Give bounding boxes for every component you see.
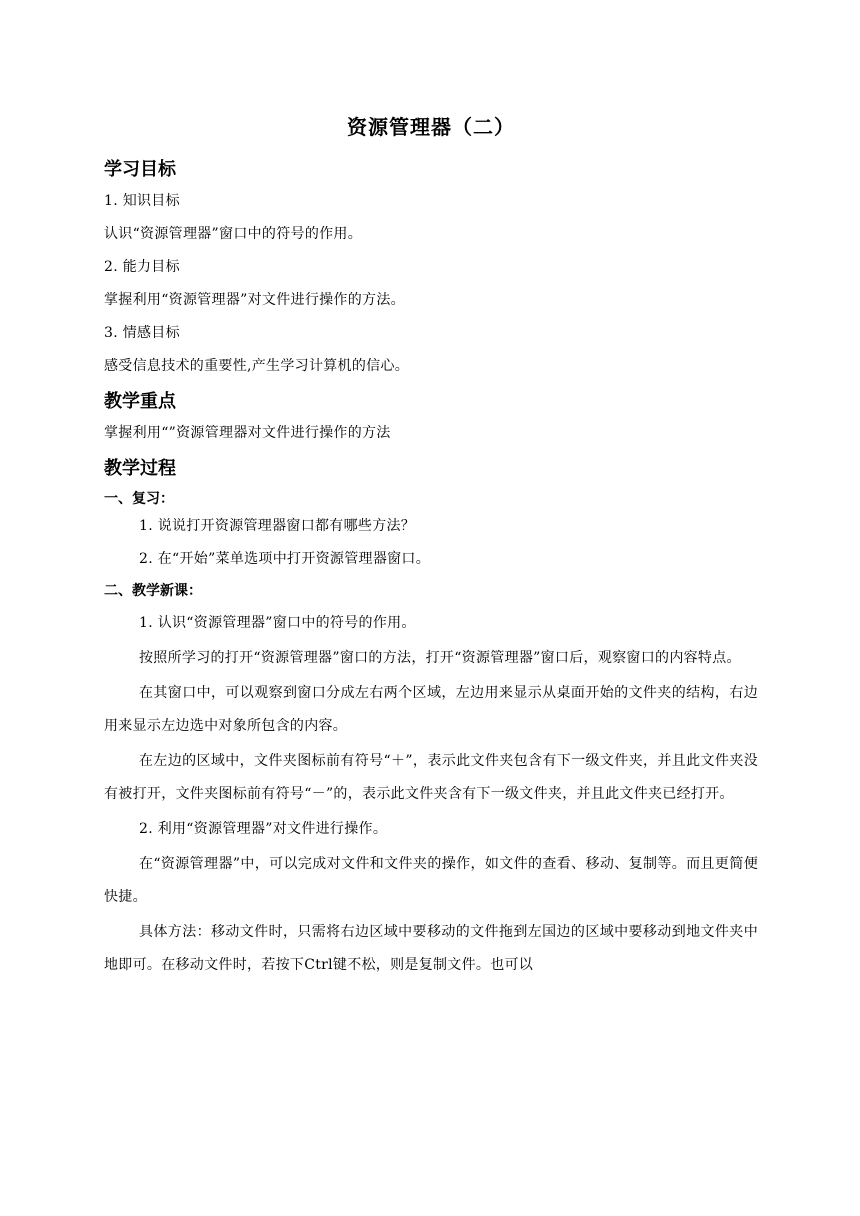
key-points-text: 掌握利用“”资源管理器对文件进行操作的方法 xyxy=(104,425,391,441)
heading-process: 教学过程 xyxy=(104,458,176,479)
heading-objectives: 学习目标 xyxy=(104,159,176,180)
lesson-paragraph: 在左边的区域中，文件夹图标前有符号“＋”，表示此文件夹包含有下一级文件夹，并且此文件夹没有被打开，文件夹图标前有符号“－”的，表示此文件夹含有下一级文件夹，并且此文件夹已经打开。 xyxy=(104,753,758,802)
objective-item: 3. 情感目标 xyxy=(104,325,180,341)
lesson-paragraph: 2. 利用“资源管理器”对文件进行操作。 xyxy=(139,821,388,837)
heading-review: 一、复习： xyxy=(104,491,174,507)
review-item: 2. 在“开始”菜单选项中打开资源管理器窗口。 xyxy=(139,551,431,567)
objective-item: 掌握利用“资源管理器”对文件进行操作的方法。 xyxy=(104,292,405,308)
lesson-paragraph: 1. 认识“资源管理器”窗口中的符号的作用。 xyxy=(139,615,416,631)
review-item: 1. 说说打开资源管理器窗口都有哪些方法？ xyxy=(139,518,416,534)
heading-new-lesson: 二、教学新课： xyxy=(104,583,202,599)
lesson-paragraph: 在“资源管理器”中，可以完成对文件和文件夹的操作，如文件的查看、移动、复制等。而且更简便快捷。 xyxy=(104,856,758,905)
lesson-paragraph: 具体方法：移动文件时，只需将右边区域中要移动的文件拖到左国边的区域中要移动到地文件夹中地即可。在移动文件时，若按下Ctrl键不松，则是复制文件。也可以 xyxy=(104,924,758,973)
heading-key-points: 教学重点 xyxy=(104,391,176,412)
document-title: 资源管理器（二） xyxy=(347,115,515,139)
document-page xyxy=(104,112,758,984)
objective-item: 2. 能力目标 xyxy=(104,259,180,275)
lesson-paragraph: 按照所学习的打开“资源管理器”窗口的方法，打开“资源管理器”窗口后，观察窗口的内容特点。 xyxy=(139,650,741,666)
objective-item: 感受信息技术的重要性,产生学习计算机的信心。 xyxy=(104,358,410,374)
objective-item: 1. 知识目标 xyxy=(104,193,180,209)
objective-item: 认识“资源管理器”窗口中的符号的作用。 xyxy=(104,226,363,242)
lesson-paragraph: 在其窗口中，可以观察到窗口分成左右两个区域，左边用来显示从桌面开始的文件夹的结构，右边用来显示左边选中对象所包含的内容。 xyxy=(104,685,758,734)
